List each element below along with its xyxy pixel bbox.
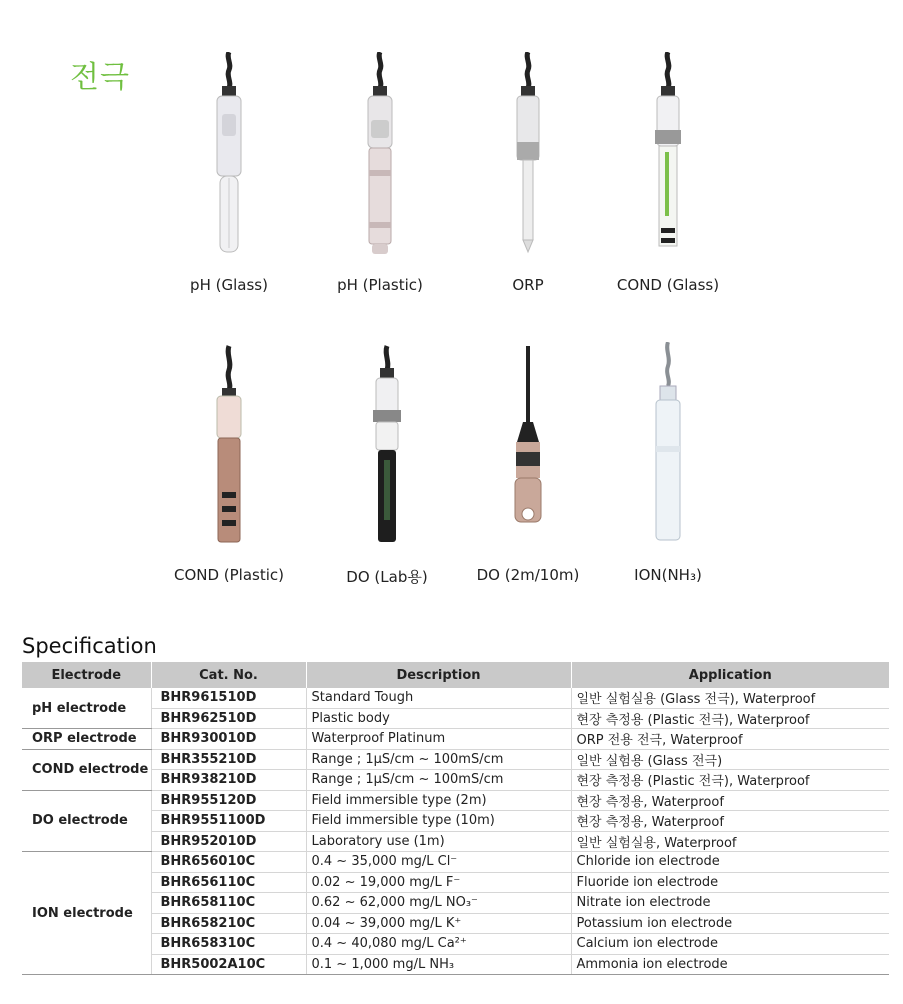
- description: Laboratory use (1m): [306, 831, 571, 852]
- column-header: Application: [571, 662, 889, 688]
- product-ph-plastic[interactable]: [305, 52, 455, 294]
- application: Nitrate ion electrode: [571, 893, 889, 914]
- table-row: [22, 790, 889, 811]
- product-label: pH (Glass): [190, 276, 268, 294]
- ph-glass-electrode-image: [154, 52, 304, 272]
- application: Chloride ion electrode: [571, 852, 889, 873]
- column-header: Electrode: [22, 662, 151, 688]
- cond-glass-electrode-image: [593, 52, 743, 272]
- product-do-field[interactable]: [453, 342, 603, 584]
- cat-no: BHR658310C: [151, 934, 306, 955]
- electrode-group: ION electrode: [22, 852, 151, 975]
- table-row: [22, 708, 889, 729]
- column-header: Description: [306, 662, 571, 688]
- description: 0.62 ~ 62,000 mg/L NO₃⁻: [306, 893, 571, 914]
- cat-no: BHR656010C: [151, 852, 306, 873]
- application: ORP 전용 전극, Waterproof: [571, 729, 889, 750]
- page-title: 전극: [70, 60, 130, 95]
- electrode-group: pH electrode: [22, 688, 151, 729]
- description: 0.04 ~ 39,000 mg/L K⁺: [306, 913, 571, 934]
- table-row: [22, 688, 889, 708]
- cat-no: BHR5002A10C: [151, 954, 306, 975]
- cat-no: BHR938210D: [151, 770, 306, 791]
- do-field-electrode-image: [453, 342, 603, 562]
- product-label: DO (Lab용): [346, 568, 428, 586]
- electrode-group: DO electrode: [22, 790, 151, 852]
- electrode-group: ORP electrode: [22, 729, 151, 750]
- description: Plastic body: [306, 708, 571, 729]
- product-label: DO (2m/10m): [476, 566, 580, 584]
- product-do-lab[interactable]: [312, 342, 462, 587]
- table-row: [22, 954, 889, 975]
- description: 0.1 ~ 1,000 mg/L NH₃: [306, 954, 571, 975]
- cat-no: BHR930010D: [151, 729, 306, 750]
- application: Potassium ion electrode: [571, 913, 889, 934]
- cat-no: BHR658110C: [151, 893, 306, 914]
- application: 일반 실험용 (Glass 전극): [571, 749, 889, 770]
- orp-electrode-image: [453, 52, 603, 272]
- description: 0.02 ~ 19,000 mg/L F⁻: [306, 872, 571, 893]
- product-ion[interactable]: [593, 342, 743, 584]
- application: 현장 측정용 (Plastic 전극), Waterproof: [571, 770, 889, 791]
- table-row: [22, 872, 889, 893]
- application: Fluoride ion electrode: [571, 872, 889, 893]
- product-label: COND (Glass): [616, 276, 720, 294]
- table-row: [22, 770, 889, 791]
- product-cond-glass[interactable]: [593, 52, 743, 294]
- description: Field immersible type (10m): [306, 811, 571, 832]
- description: Standard Tough: [306, 688, 571, 708]
- cat-no: BHR656110C: [151, 872, 306, 893]
- cat-no: BHR952010D: [151, 831, 306, 852]
- cat-no: BHR955120D: [151, 790, 306, 811]
- application: 일반 실험실용 (Glass 전극), Waterproof: [571, 688, 889, 708]
- application: 일반 실험실용, Waterproof: [571, 831, 889, 852]
- product-label: ION(NH₃): [634, 566, 702, 584]
- product-orp[interactable]: [453, 52, 603, 294]
- application: 현장 측정용 (Plastic 전극), Waterproof: [571, 708, 889, 729]
- table-row: [22, 913, 889, 934]
- product-label: pH (Plastic): [337, 276, 423, 294]
- cat-no: BHR962510D: [151, 708, 306, 729]
- table-row: [22, 729, 889, 750]
- description: Range ; 1μS/cm ~ 100mS/cm: [306, 749, 571, 770]
- application: Ammonia ion electrode: [571, 954, 889, 975]
- cond-plastic-electrode-image: [154, 342, 304, 562]
- electrode-group: COND electrode: [22, 749, 151, 790]
- specification-table: [22, 662, 889, 975]
- table-row: [22, 811, 889, 832]
- table-header-row: [22, 662, 889, 688]
- table-row: [22, 831, 889, 852]
- description: Range ; 1μS/cm ~ 100mS/cm: [306, 770, 571, 791]
- application: 현장 측정용, Waterproof: [571, 811, 889, 832]
- column-header: Cat. No.: [151, 662, 306, 688]
- do-lab-electrode-image: [312, 342, 462, 562]
- ph-plastic-electrode-image: [305, 52, 455, 272]
- application: Calcium ion electrode: [571, 934, 889, 955]
- product-label: ORP: [512, 276, 544, 294]
- cat-no: BHR9551100D: [151, 811, 306, 832]
- application: 현장 측정용, Waterproof: [571, 790, 889, 811]
- spec-title: Specification: [22, 634, 157, 658]
- table-row: [22, 893, 889, 914]
- description: Waterproof Platinum: [306, 729, 571, 750]
- description: 0.4 ~ 40,080 mg/L Ca²⁺: [306, 934, 571, 955]
- product-cond-plastic[interactable]: [154, 342, 304, 584]
- product-label: COND (Plastic): [173, 566, 285, 584]
- cat-no: BHR658210C: [151, 913, 306, 934]
- description: 0.4 ~ 35,000 mg/L Cl⁻: [306, 852, 571, 873]
- table-row: [22, 934, 889, 955]
- cat-no: BHR355210D: [151, 749, 306, 770]
- cat-no: BHR961510D: [151, 688, 306, 708]
- table-row: [22, 852, 889, 873]
- ion-electrode-image: [593, 342, 743, 562]
- table-row: [22, 749, 889, 770]
- product-ph-glass[interactable]: [154, 52, 304, 294]
- description: Field immersible type (2m): [306, 790, 571, 811]
